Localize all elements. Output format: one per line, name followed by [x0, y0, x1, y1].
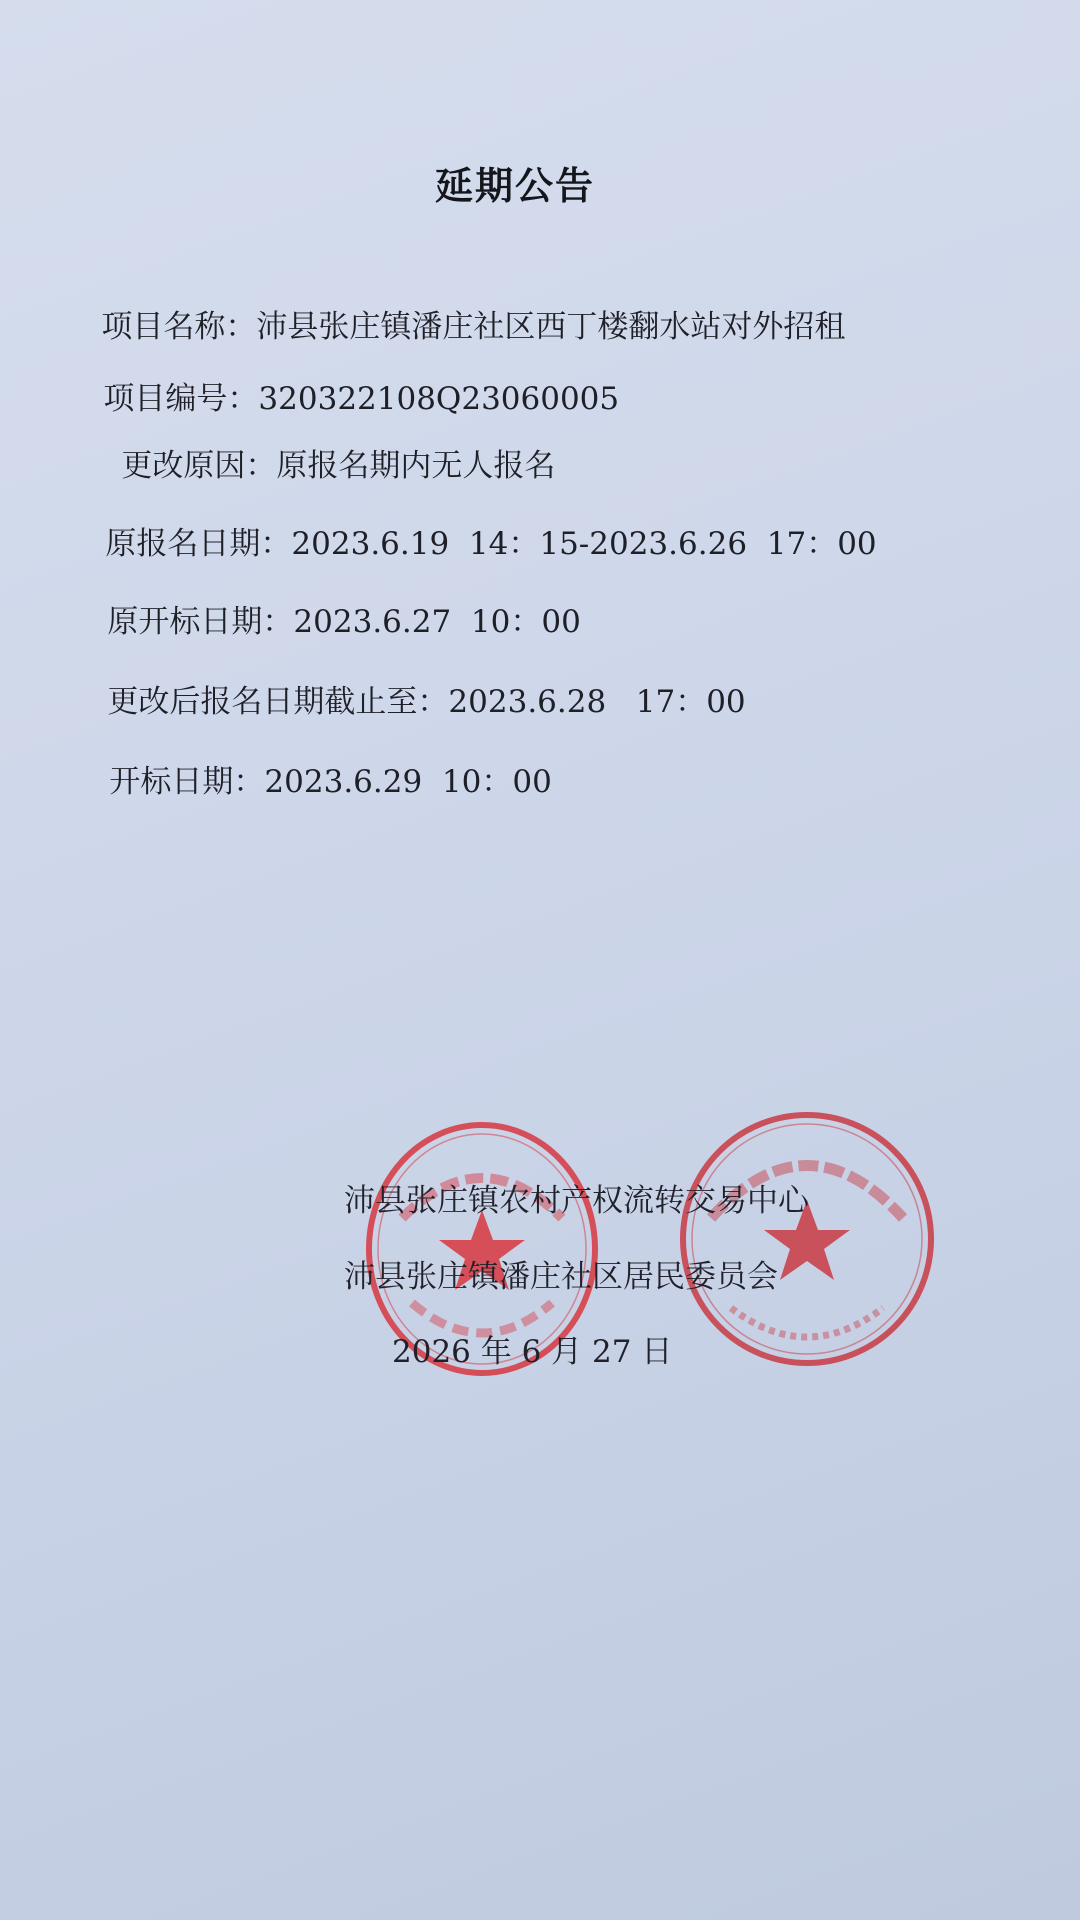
field-label: 项目名称：: [101, 309, 257, 345]
field-value: 320322108Q23060005: [258, 381, 620, 417]
field-label: 更改后报名日期截止至：: [107, 684, 449, 720]
field-label: 原报名日期：: [105, 526, 292, 562]
field-label: 项目编号：: [103, 381, 259, 417]
signature-org-exchange-center: 沛县张庄镇农村产权流转交易中心: [344, 1183, 809, 1219]
field-value: 2023.6.28 17：00: [448, 684, 746, 720]
field-value: 原报名期内无人报名: [276, 448, 556, 484]
document-title: 延期公告: [434, 164, 595, 208]
signature-date: 2026 年 6 月 27 日: [392, 1334, 673, 1370]
field-value: 2023.6.29 10：00: [264, 764, 552, 800]
field-value: 2023.6.19 14：15-2023.6.26 17：00: [291, 526, 877, 562]
official-seal-right: [676, 1108, 938, 1370]
field-label: 原开标日期：: [107, 604, 294, 640]
field-value: 2023.6.27 10：00: [293, 604, 581, 640]
field-label: 开标日期：: [109, 764, 265, 800]
field-opening-date: [70, 720, 552, 837]
seal-right-graphic: [676, 1108, 938, 1370]
field-value: 沛县张庄镇潘庄社区西丁楼翻水站对外招租: [256, 309, 846, 345]
field-label: 更改原因：: [121, 448, 277, 484]
signature-org-residents-committee: 沛县张庄镇潘庄社区居民委员会: [344, 1259, 778, 1295]
